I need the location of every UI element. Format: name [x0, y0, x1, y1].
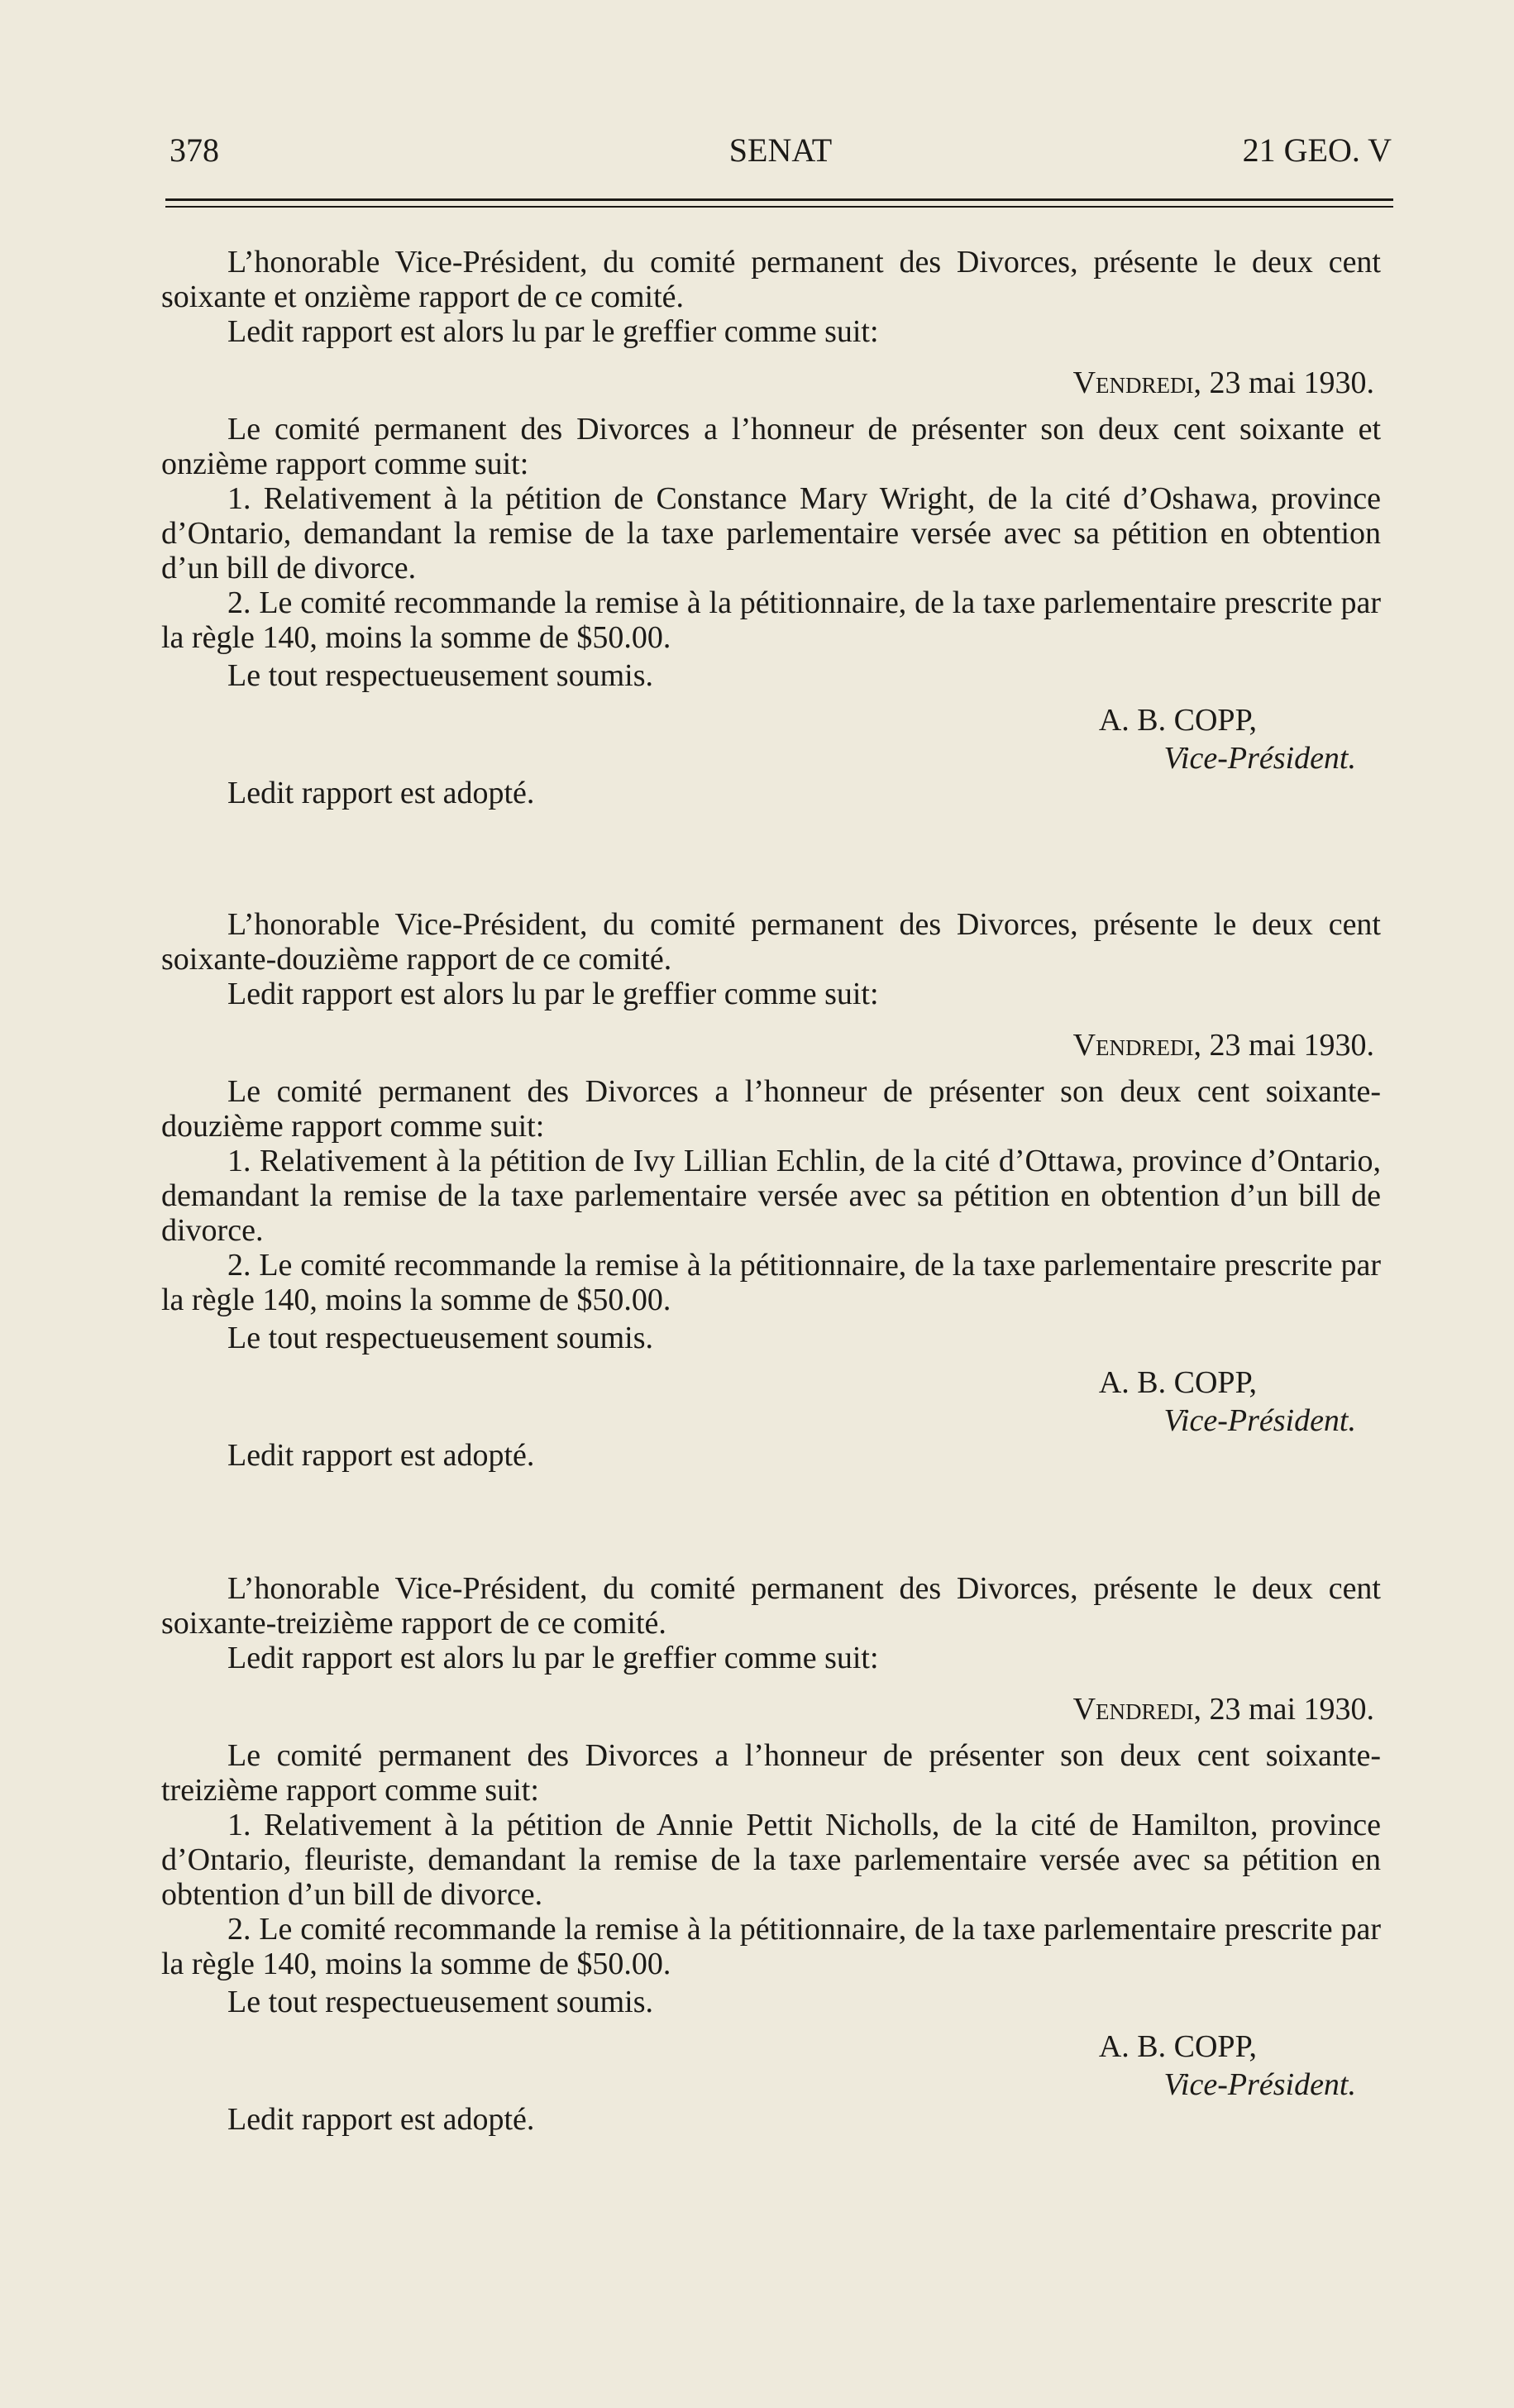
report-272 [161, 907, 1381, 1473]
report-date-value: 23 mai 1930. [1209, 366, 1374, 400]
report-read-line: Ledit rapport est alors lu par le greffier comme suit: [227, 314, 879, 349]
page-title: SENAT [728, 131, 833, 169]
report-signer: A. B. COPP, [1098, 1365, 1257, 1400]
report-date-value: 23 mai 1930. [1209, 1028, 1374, 1063]
report-signer-role: Vice-Président. [1163, 2067, 1356, 2102]
report-opening: Le comité permanent des Divorces a l’honneur de présenter son deux cent soixante et onzième rapport comme suit: [161, 412, 1381, 481]
report-closing: Le tout respectueusement soumis. [227, 1985, 653, 2019]
report-read-line: Ledit rapport est alors lu par le greffier comme suit: [227, 1641, 879, 1675]
report-item-1: 1. Relativement à la pétition de Constance Mary Wright, de la cité d’Oshawa, province d’Ontario, demandant la remise de la taxe parlementaire versée avec sa pétition en obtention d’un bill de divorce. [161, 481, 1381, 585]
session-label: 21 GEO. V [1242, 131, 1392, 169]
report-signer-role: Vice-Président. [1163, 1403, 1356, 1438]
report-date [161, 1028, 1381, 1063]
report-item-1: 1. Relativement à la pétition de Ivy Lillian Echlin, de la cité d’Ottawa, province d’Ontario, demandant la remise de la taxe parlementaire versée avec sa pétition en obtention d’un bill de divorce. [161, 1144, 1381, 1248]
report-day: Vendredi, [1072, 366, 1202, 400]
report-closing: Le tout respectueusement soumis. [227, 1321, 653, 1355]
report-day: Vendredi, [1072, 1692, 1202, 1727]
report-date [161, 1692, 1381, 1727]
report-item-2: 2. Le comité recommande la remise à la pétitionnaire, de la taxe parlementaire prescrite par la règle 140, moins la somme de $50.00. [161, 1912, 1381, 1981]
report-signer: A. B. COPP, [1098, 703, 1257, 738]
report-273 [161, 1571, 1381, 2137]
page-header [170, 131, 1392, 180]
report-intro: L’honorable Vice-Président, du comité permanent des Divorces, présente le deux cent soixante-douzième rapport de ce comité. [161, 907, 1381, 977]
report-opening: Le comité permanent des Divorces a l’honneur de présenter son deux cent soixante-douzième rapport comme suit: [161, 1074, 1381, 1144]
report-adopted: Ledit rapport est adopté. [227, 776, 535, 810]
header-rule-thin [165, 206, 1393, 208]
report-date-value: 23 mai 1930. [1209, 1692, 1374, 1727]
report-opening: Le comité permanent des Divorces a l’honneur de présenter son deux cent soixante-treizième rapport comme suit: [161, 1738, 1381, 1808]
report-intro: L’honorable Vice-Président, du comité permanent des Divorces, présente le deux cent soixante et onzième rapport de ce comité. [161, 245, 1381, 314]
report-adopted: Ledit rapport est adopté. [227, 1438, 535, 1473]
report-271 [161, 245, 1381, 810]
report-item-2: 2. Le comité recommande la remise à la pétitionnaire, de la taxe parlementaire prescrite par la règle 140, moins la somme de $50.00. [161, 1248, 1381, 1317]
report-intro: L’honorable Vice-Président, du comité permanent des Divorces, présente le deux cent soixante-treizième rapport de ce comité. [161, 1571, 1381, 1641]
report-read-line: Ledit rapport est alors lu par le greffier comme suit: [227, 977, 879, 1011]
report-signer: A. B. COPP, [1098, 2029, 1257, 2064]
report-signer-role: Vice-Président. [1163, 741, 1356, 776]
report-date [161, 366, 1381, 400]
page-number: 378 [170, 131, 219, 169]
report-item-2: 2. Le comité recommande la remise à la pétitionnaire, de la taxe parlementaire prescrite par la règle 140, moins la somme de $50.00. [161, 585, 1381, 655]
report-adopted: Ledit rapport est adopté. [227, 2102, 535, 2137]
report-item-1: 1. Relativement à la pétition de Annie Pettit Nicholls, de la cité de Hamilton, province d’Ontario, fleuriste, demandant la remise de la taxe parlementaire versée avec sa pétition en obtention d’un bill de divorce. [161, 1808, 1381, 1912]
report-closing: Le tout respectueusement soumis. [227, 658, 653, 693]
report-day: Vendredi, [1072, 1028, 1202, 1063]
header-rule [165, 198, 1393, 201]
